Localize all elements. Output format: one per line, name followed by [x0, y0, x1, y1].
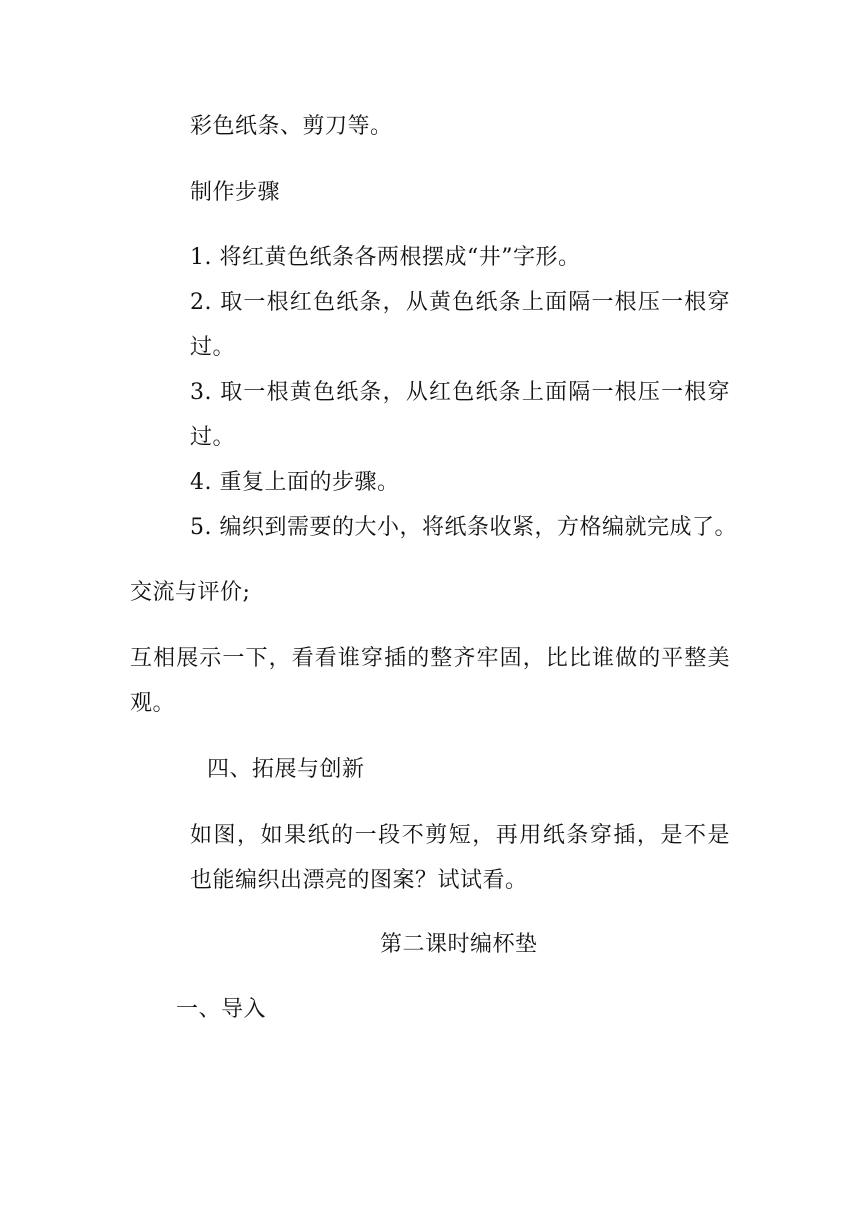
step-3: 3. 取一根黄色纸条，从红色纸条上面隔一根压一根穿	[190, 380, 730, 405]
step-1: 1. 将红黄色纸条各两根摆成“井”字形。	[190, 245, 581, 270]
step-2: 2. 取一根红色纸条，从黄色纸条上面隔一根压一根穿	[190, 290, 730, 315]
exchange-text-line-1: 互相展示一下，看看谁穿插的整齐牢固，比比谁做的平整美	[130, 646, 730, 671]
intro-heading: 一、导入	[176, 997, 267, 1022]
steps-heading: 制作步骤	[190, 180, 281, 205]
step-4: 4. 重复上面的步骤。	[190, 470, 400, 495]
step-2-continued: 过。	[190, 335, 236, 360]
step-3-continued: 过。	[190, 425, 236, 450]
section-4-heading: 四、拓展与创新	[207, 757, 365, 782]
exchange-heading: 交流与评价;	[130, 580, 251, 605]
lesson-2-title: 第二课时编杯垫	[380, 932, 538, 957]
materials-line: 彩色纸条、剪刀等。	[190, 114, 393, 139]
section-4-text-line-2: 也能编织出漂亮的图案？试试看。	[190, 868, 528, 893]
exchange-text-line-2: 观。	[130, 691, 176, 716]
step-5: 5. 编织到需要的大小，将纸条收紧，方格编就完成了。	[190, 515, 737, 540]
section-4-text-line-1: 如图，如果纸的一段不剪短，再用纸条穿插，是不是	[190, 823, 730, 848]
